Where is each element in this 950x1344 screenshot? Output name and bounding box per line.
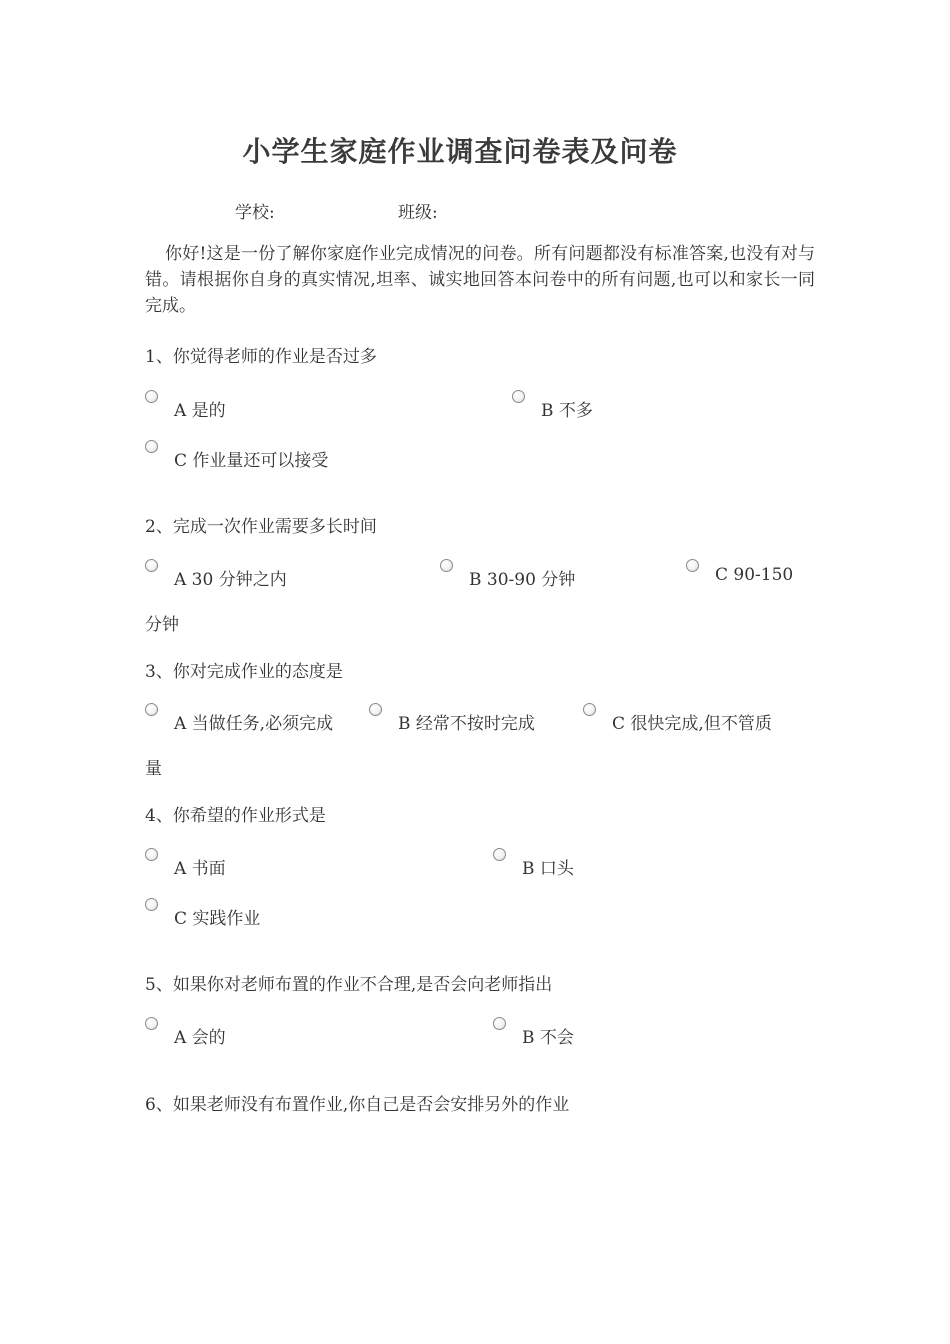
question-3: 3、你对完成作业的态度是 [145,662,343,682]
option-label: A 会的 [174,1028,226,1048]
q1-option-a[interactable] [145,396,226,421]
q3-option-c-wrap: 量 [145,759,162,779]
radio-icon[interactable] [145,440,158,453]
q4-option-a[interactable] [145,854,226,879]
radio-icon[interactable] [512,390,525,403]
option-label: B 不多 [541,401,593,421]
q4-option-c[interactable] [145,904,260,929]
intro-paragraph: 你好!这是一份了解你家庭作业完成情况的问卷。所有问题都没有标准答案,也没有对与错。请根据你自身的真实情况,坦率、诚实地回答本问卷中的所有问题,也可以和家长一同完成。 [145,244,815,316]
q2-option-c-wrap: 分钟 [145,615,179,635]
q1-option-b[interactable] [512,396,593,421]
option-label: A 书面 [174,859,226,879]
q5-option-b[interactable] [493,1023,574,1048]
radio-icon[interactable] [145,390,158,403]
option-label: A 是的 [174,401,226,421]
question-2: 2、完成一次作业需要多长时间 [145,517,377,537]
radio-icon[interactable] [440,559,453,572]
radio-icon[interactable] [145,1017,158,1030]
radio-icon[interactable] [493,1017,506,1030]
question-6: 6、如果老师没有布置作业,你自己是否会安排另外的作业 [145,1095,570,1115]
question-4: 4、你希望的作业形式是 [145,806,326,826]
school-label: 学校: [235,203,275,223]
class-label: 班级: [398,203,438,223]
radio-icon[interactable] [369,703,382,716]
option-label: A 30 分钟之内 [174,570,287,590]
radio-icon[interactable] [145,848,158,861]
option-label: C 作业量还可以接受 [174,451,329,471]
option-label: B 经常不按时完成 [398,714,535,734]
option-label: B 30-90 分钟 [469,570,576,590]
radio-icon[interactable] [145,559,158,572]
option-label: C 90-150 [715,565,794,585]
q3-option-c[interactable] [583,709,772,734]
option-label: A 当做任务,必须完成 [174,714,334,734]
q3-option-a[interactable] [145,709,333,734]
q1-option-c[interactable] [145,446,328,471]
option-label: C 实践作业 [174,909,261,929]
question-1: 1、你觉得老师的作业是否过多 [145,347,377,367]
radio-icon[interactable] [145,703,158,716]
radio-icon[interactable] [583,703,596,716]
q5-option-a[interactable] [145,1023,226,1048]
radio-icon[interactable] [686,559,699,572]
radio-icon[interactable] [493,848,506,861]
q2-option-c[interactable] [686,565,793,585]
option-label: B 不会 [522,1028,574,1048]
option-label: C 很快完成,但不管质 [612,714,772,734]
radio-icon[interactable] [145,898,158,911]
q4-option-b[interactable] [493,854,574,879]
q2-option-b[interactable] [440,565,575,590]
page-title: 小学生家庭作业调查问卷表及问卷 [242,135,678,168]
q2-option-a[interactable] [145,565,287,590]
q3-option-b[interactable] [369,709,535,734]
question-5: 5、如果你对老师布置的作业不合理,是否会向老师指出 [145,975,553,995]
option-label: B 口头 [522,859,574,879]
